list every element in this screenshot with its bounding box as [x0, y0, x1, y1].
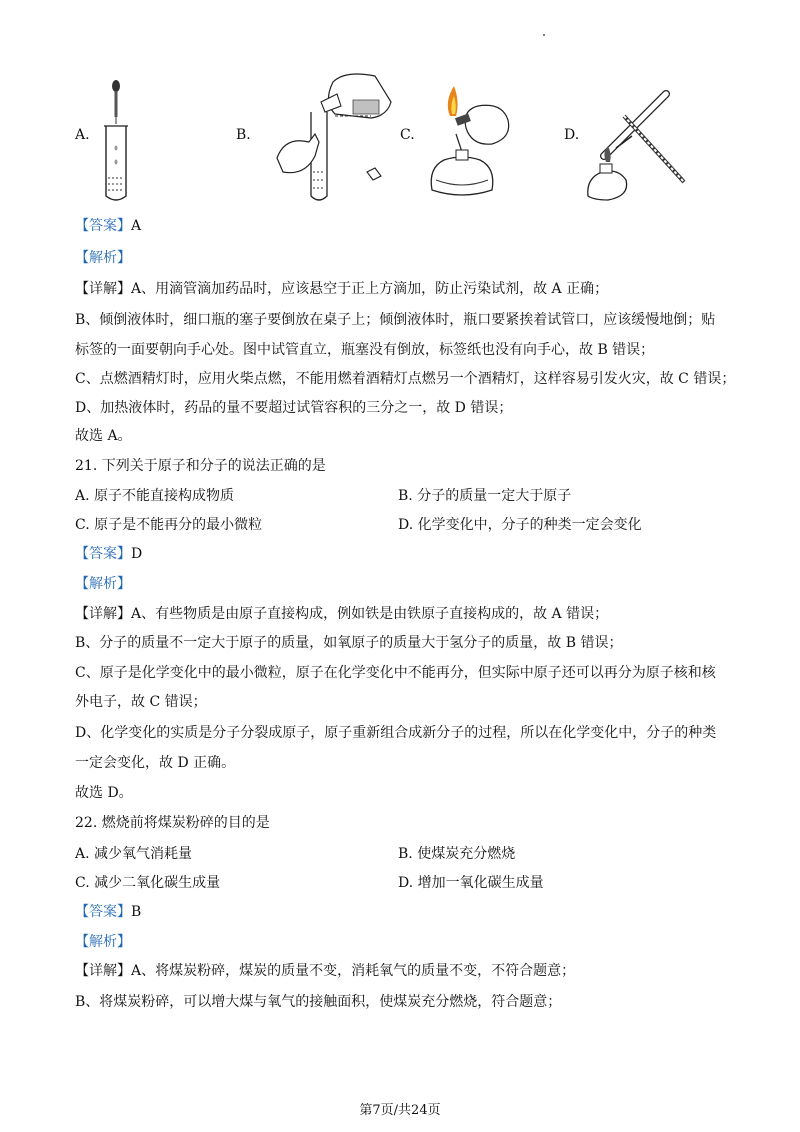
- q21-detail-line: [75, 604, 608, 624]
- q20-detail-line: [75, 279, 608, 299]
- scan-dot: [543, 34, 545, 36]
- detail-text: A、将煤炭粉碎，煤炭的质量不变，消耗氧气的质量不变，不符合题意；: [131, 963, 576, 979]
- detail-text: A、有些物质是由原子直接构成，例如铁是由铁原子直接构成的，故 A 错误；: [131, 606, 609, 622]
- q22-analysis-tag: 【解析】: [75, 934, 131, 950]
- q21-line: 外电子，故 C 错误；: [75, 694, 207, 710]
- detail-tag: 【详解】: [75, 963, 131, 979]
- q21-option-b: B. 分子的质量一定大于原子: [398, 488, 572, 504]
- answer-value: D: [131, 546, 143, 562]
- q22-line: B、将煤炭粉碎，可以增大煤与氧气的接触面积，使煤炭充分燃烧，符合题意；: [75, 994, 562, 1010]
- answer-tag: 【答案】: [75, 546, 131, 562]
- q22-option-d: D. 增加一氧化碳生成量: [398, 875, 544, 891]
- page-footer: 第7页/共24页: [359, 1103, 441, 1118]
- figure-label-b: B.: [236, 127, 251, 143]
- q21-analysis-tag: 【解析】: [75, 576, 131, 592]
- q21-line: C、原子是化学变化中的最小微粒，原子在化学变化中不能再分，但实际中原子还可以再分为原子核和核: [75, 665, 716, 681]
- q20-line: 标签的一面要朝向手心处。图中试管直立，瓶塞没有倒放，标签纸也没有向手心，故 B 错误；: [75, 342, 655, 358]
- q20-answer: [75, 216, 141, 236]
- q21-line: 故选 D。: [75, 785, 133, 801]
- q21-option-c: C. 原子是不能再分的最小微粒: [75, 517, 263, 533]
- q22-option-c: C. 减少二氧化碳生成量: [75, 875, 221, 891]
- q20-line: B、倾倒液体时，细口瓶的塞子要倒放在桌子上；倾倒液体时，瓶口要紧挨着试管口，应该缓慢地倒；贴: [75, 312, 716, 328]
- q22-detail-line: [75, 961, 575, 981]
- q22-option-b: B. 使煤炭充分燃烧: [398, 846, 516, 862]
- detail-tag: 【详解】: [75, 281, 131, 297]
- q21-line: 一定会变化，故 D 正确。: [75, 755, 236, 771]
- q22-stem: 22. 燃烧前将煤炭粉碎的目的是: [75, 815, 270, 831]
- figure-label-a: A.: [75, 127, 90, 143]
- q20-line: 故选 A。: [75, 428, 132, 444]
- q21-option-a: A. 原子不能直接构成物质: [75, 488, 235, 504]
- q21-answer: [75, 544, 142, 564]
- q21-option-d: D. 化学变化中，分子的种类一定会变化: [398, 517, 642, 533]
- lighting-alcohol-lamp-with-another-icon: [422, 80, 522, 208]
- answer-tag: 【答案】: [75, 218, 131, 234]
- q20-line: D、加热液体时，药品的量不要超过试管容积的三分之一，故 D 错误；: [75, 400, 513, 416]
- q21-stem: 21. 下列关于原子和分子的说法正确的是: [75, 458, 326, 474]
- detail-tag: 【详解】: [75, 606, 131, 622]
- q22-option-a: A. 减少氧气消耗量: [75, 846, 193, 862]
- figure-label-d: D.: [564, 127, 580, 143]
- answer-value: A: [131, 218, 142, 234]
- q21-line: D、化学变化的实质是分子分裂成原子，原子重新组合成新分子的过程，所以在化学变化中，分子的种类: [75, 725, 717, 741]
- q20-line: C、点燃酒精灯时，应用火柴点燃，不能用燃着酒精灯点燃另一个酒精灯，这样容易引发火灾，故 C 错误；: [75, 371, 736, 387]
- q20-analysis-tag: 【解析】: [75, 250, 131, 266]
- answer-tag: 【答案】: [75, 904, 131, 920]
- q21-line: B、分子的质量不一定大于原子的质量，如氧原子的质量大于氢分子的质量，故 B 错误；: [75, 635, 623, 651]
- heating-test-tube-on-lamp-icon: [584, 86, 688, 206]
- q22-answer: [75, 902, 141, 922]
- dropper-over-test-tube-icon: [98, 78, 138, 204]
- figure-options-row: [0, 72, 800, 212]
- pouring-liquid-into-tube-icon: [275, 72, 395, 206]
- detail-text: A、用滴管滴加药品时，应该悬空于正上方滴加，防止污染试剂，故 A 正确；: [131, 281, 609, 297]
- answer-value: B: [131, 904, 142, 920]
- figure-label-c: C.: [400, 127, 415, 143]
